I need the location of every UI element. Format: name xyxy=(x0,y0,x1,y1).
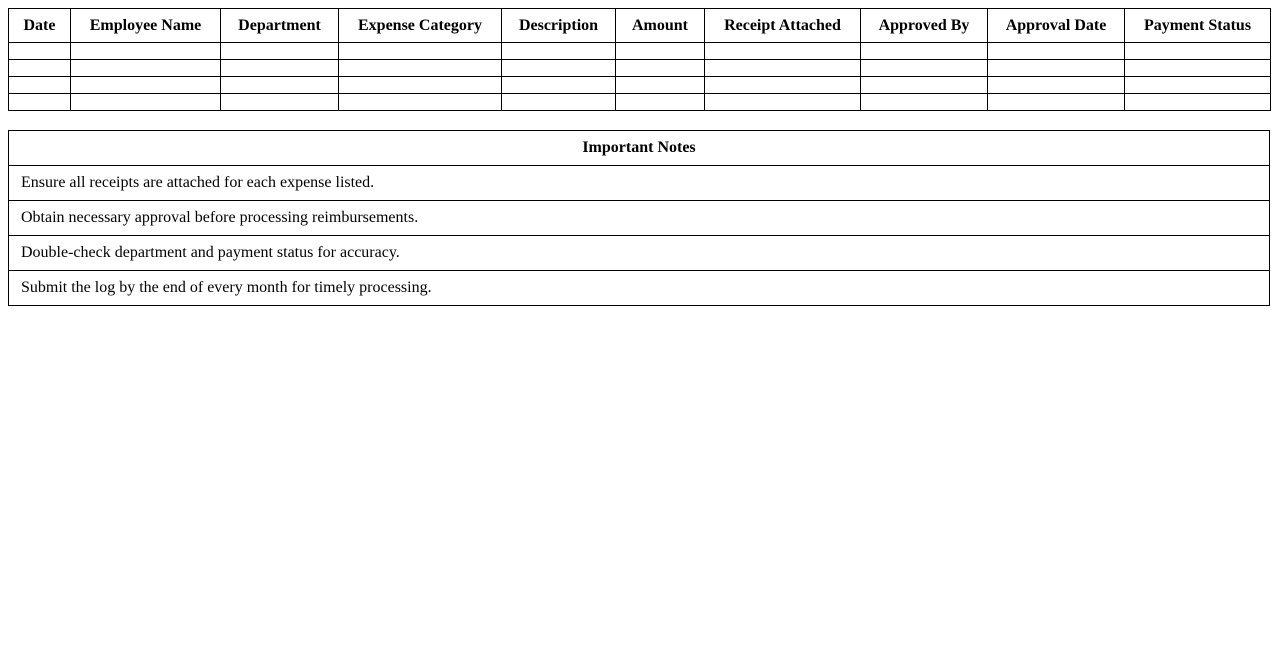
note-row xyxy=(9,236,1270,271)
column-header-expense-category: Expense Category xyxy=(339,9,502,43)
notes-header-row xyxy=(9,131,1270,166)
table-cell[interactable] xyxy=(9,60,71,77)
table-row xyxy=(9,77,1271,94)
table-row xyxy=(9,43,1271,60)
table-cell[interactable] xyxy=(221,77,339,94)
table-cell[interactable] xyxy=(502,60,616,77)
table-cell[interactable] xyxy=(616,77,705,94)
table-cell[interactable] xyxy=(339,77,502,94)
table-cell[interactable] xyxy=(339,94,502,111)
table-cell[interactable] xyxy=(705,43,861,60)
table-cell[interactable] xyxy=(705,94,861,111)
table-cell[interactable] xyxy=(71,94,221,111)
expense-log-table xyxy=(8,8,1271,111)
table-cell[interactable] xyxy=(502,77,616,94)
column-header-payment-status: Payment Status xyxy=(1125,9,1271,43)
table-cell[interactable] xyxy=(221,60,339,77)
table-cell[interactable] xyxy=(502,43,616,60)
note-item: Obtain necessary approval before processing reimbursements. xyxy=(9,201,1270,236)
table-cell[interactable] xyxy=(1125,60,1271,77)
column-header-approval-date: Approval Date xyxy=(988,9,1125,43)
note-item: Submit the log by the end of every month for timely processing. xyxy=(9,271,1270,306)
table-row xyxy=(9,94,1271,111)
table-cell[interactable] xyxy=(221,43,339,60)
column-header-receipt-attached: Receipt Attached xyxy=(705,9,861,43)
table-cell[interactable] xyxy=(1125,77,1271,94)
column-header-approved-by: Approved By xyxy=(861,9,988,43)
table-cell[interactable] xyxy=(988,94,1125,111)
table-cell[interactable] xyxy=(705,60,861,77)
table-cell[interactable] xyxy=(616,94,705,111)
column-header-date: Date xyxy=(9,9,71,43)
table-cell[interactable] xyxy=(71,60,221,77)
table-cell[interactable] xyxy=(705,77,861,94)
table-cell[interactable] xyxy=(9,43,71,60)
notes-title: Important Notes xyxy=(9,131,1270,166)
table-header-row xyxy=(9,9,1271,43)
table-cell[interactable] xyxy=(988,77,1125,94)
table-cell[interactable] xyxy=(861,77,988,94)
table-cell[interactable] xyxy=(616,43,705,60)
table-cell[interactable] xyxy=(861,60,988,77)
table-cell[interactable] xyxy=(339,60,502,77)
table-cell[interactable] xyxy=(221,94,339,111)
note-item: Double-check department and payment status for accuracy. xyxy=(9,236,1270,271)
important-notes-table xyxy=(8,130,1270,306)
table-cell[interactable] xyxy=(988,43,1125,60)
note-row xyxy=(9,201,1270,236)
note-row xyxy=(9,271,1270,306)
table-cell[interactable] xyxy=(1125,43,1271,60)
table-cell[interactable] xyxy=(988,60,1125,77)
table-cell[interactable] xyxy=(9,77,71,94)
table-cell[interactable] xyxy=(861,94,988,111)
note-item: Ensure all receipts are attached for each expense listed. xyxy=(9,166,1270,201)
note-row xyxy=(9,166,1270,201)
column-header-department: Department xyxy=(221,9,339,43)
column-header-employee-name: Employee Name xyxy=(71,9,221,43)
table-cell[interactable] xyxy=(71,43,221,60)
table-cell[interactable] xyxy=(9,94,71,111)
table-cell[interactable] xyxy=(1125,94,1271,111)
table-row xyxy=(9,60,1271,77)
column-header-description: Description xyxy=(502,9,616,43)
table-cell[interactable] xyxy=(71,77,221,94)
table-cell[interactable] xyxy=(502,94,616,111)
column-header-amount: Amount xyxy=(616,9,705,43)
table-cell[interactable] xyxy=(616,60,705,77)
table-cell[interactable] xyxy=(861,43,988,60)
table-cell[interactable] xyxy=(339,43,502,60)
